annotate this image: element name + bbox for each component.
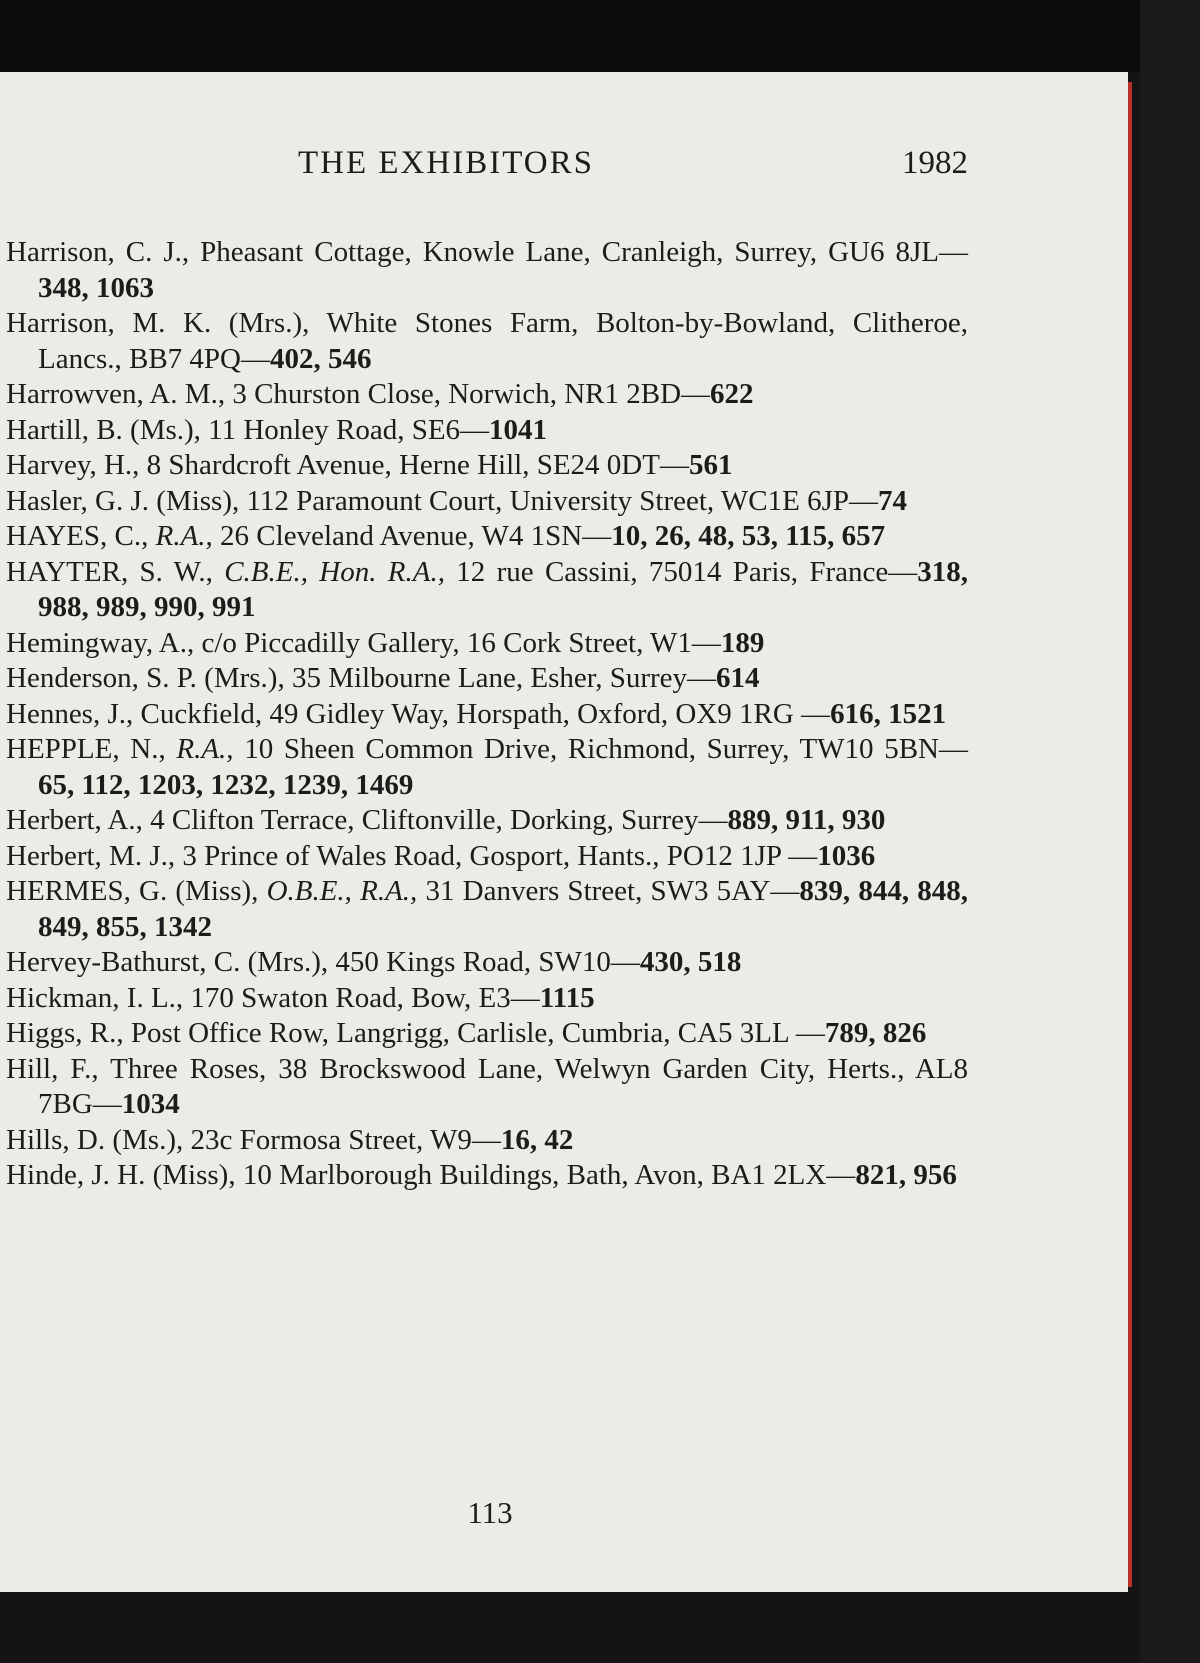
entry-catalogue-numbers: 1041 <box>489 413 548 446</box>
scan-background-right <box>1140 0 1200 1663</box>
entry-address: 10 Sheen Common Drive, Richmond, Surrey, TW10 5BN— <box>233 733 968 765</box>
entry-catalogue-numbers: 74 <box>878 484 907 517</box>
exhibitor-list <box>6 235 968 1194</box>
book-page <box>0 72 1128 1592</box>
entry-catalogue-numbers: 821, 956 <box>855 1159 957 1191</box>
entry-name-address: Henderson, S. P. (Mrs.), 35 Milbourne Lane, Esher, Surrey— <box>6 662 717 694</box>
entry-name-address: Hartill, B. (Ms.), 11 Honley Road, SE6— <box>6 413 490 446</box>
exhibitor-entry <box>6 1016 968 1052</box>
page-number: 113 <box>467 1495 513 1530</box>
entry-catalogue-numbers: 318, 988, 989, 990, 991 <box>38 555 968 623</box>
entry-name-address: Herbert, A., 4 Clifton Terrace, Cliftonville, Dorking, Surrey— <box>6 804 728 836</box>
entry-catalogue-numbers: 430, 518 <box>639 946 742 978</box>
exhibitor-entry <box>6 555 968 626</box>
exhibitor-entry <box>6 626 968 662</box>
header-year: 1982 <box>902 145 968 181</box>
exhibitor-entry <box>6 519 968 555</box>
exhibitor-entry <box>6 235 968 306</box>
entry-catalogue-numbers: 402, 546 <box>270 342 372 375</box>
entry-honours: R.A., <box>155 520 213 552</box>
entry-catalogue-numbers: 10, 26, 48, 53, 115, 657 <box>611 520 886 552</box>
exhibitor-entry <box>6 484 968 520</box>
entry-name-address: Hill, F., Three Roses, 38 Brockswood Lane, Welwyn Garden City, Herts., AL8 7BG— <box>6 1052 968 1120</box>
exhibitor-entry <box>6 413 968 449</box>
entry-name-address: Harrowven, A. M., 3 Churston Close, Norwich, NR1 2BD— <box>6 378 711 410</box>
entry-name-address: HAYTER, S. W., <box>6 555 225 588</box>
entry-name-address: Hinde, J. H. (Miss), 10 Marlborough Buildings, Bath, Avon, BA1 2LX— <box>6 1159 856 1191</box>
exhibitor-entry <box>6 803 968 839</box>
exhibitor-entry <box>6 981 968 1017</box>
page-edge <box>1128 82 1132 1587</box>
exhibitor-entry <box>6 697 968 733</box>
entry-name-address: Hervey-Bathurst, C. (Mrs.), 450 Kings Road, SW10— <box>6 946 640 978</box>
scan-background-top <box>0 0 1200 72</box>
exhibitor-entry <box>6 732 968 803</box>
entry-name-address: Hills, D. (Ms.), 23c Formosa Street, W9— <box>6 1123 501 1156</box>
exhibitor-entry <box>6 377 968 413</box>
entry-catalogue-numbers: 614 <box>716 662 760 694</box>
entry-name-address: Hemingway, A., c/o Piccadilly Gallery, 16 Cork Street, W1— <box>6 626 721 659</box>
entry-name-address: Herbert, M. J., 3 Prince of Wales Road, Gosport, Hants., PO12 1JP — <box>6 839 818 872</box>
entry-name-address: HERMES, G. (Miss), <box>6 875 267 907</box>
entry-catalogue-numbers: 1036 <box>817 839 876 872</box>
entry-catalogue-numbers: 1034 <box>121 1088 180 1120</box>
entry-address: 26 Cleveland Avenue, W4 1SN— <box>212 520 612 552</box>
entry-honours: R.A., <box>176 733 234 765</box>
running-header <box>0 145 968 185</box>
entry-catalogue-numbers: 616, 1521 <box>830 697 947 730</box>
entry-name-address: HEPPLE, N., <box>6 733 177 765</box>
entry-catalogue-numbers: 622 <box>710 378 754 410</box>
entry-honours: O.B.E., R.A., <box>266 875 418 907</box>
entry-name-address: Harrison, C. J., Pheasant Cottage, Knowle Lane, Cranleigh, Surrey, GU6 8JL— <box>6 236 968 268</box>
exhibitor-entry <box>6 874 968 945</box>
entry-catalogue-numbers: 561 <box>688 449 733 481</box>
exhibitor-entry <box>6 448 968 484</box>
exhibitor-entry <box>6 839 968 875</box>
entry-name-address: Hickman, I. L., 170 Swaton Road, Bow, E3— <box>6 981 540 1014</box>
entry-name-address: Harvey, H., 8 Shardcroft Avenue, Herne Hill, SE24 0DT— <box>6 449 689 481</box>
exhibitor-entry <box>6 1158 968 1194</box>
exhibitor-entry <box>6 945 968 981</box>
entry-catalogue-numbers: 348, 1063 <box>38 271 154 304</box>
entry-address: 12 rue Cassini, 75014 Paris, France— <box>444 555 918 588</box>
entry-catalogue-numbers: 16, 42 <box>500 1123 574 1156</box>
header-title: THE EXHIBITORS <box>298 145 594 181</box>
entry-name-address: Higgs, R., Post Office Row, Langrigg, Carlisle, Cumbria, CA5 3LL — <box>6 1017 825 1049</box>
entry-catalogue-numbers: 789, 826 <box>824 1017 927 1049</box>
entry-honours: C.B.E., Hon. R.A., <box>224 555 445 588</box>
entry-name-address: Hennes, J., Cuckfield, 49 Gidley Way, Horspath, Oxford, OX9 1RG — <box>6 697 831 730</box>
entry-catalogue-numbers: 65, 112, 1203, 1232, 1239, 1469 <box>38 768 414 801</box>
entry-name-address: Harrison, M. K. (Mrs.), White Stones Farm, Bolton-by-Bowland, Clitheroe, Lancs., BB7 4PQ— <box>6 307 968 375</box>
exhibitor-entry <box>6 306 968 377</box>
exhibitor-entry <box>6 1123 968 1159</box>
entry-catalogue-numbers: 189 <box>720 626 765 659</box>
entry-name-address: Hasler, G. J. (Miss), 112 Paramount Court, University Street, WC1E 6JP— <box>6 484 878 517</box>
entry-address: 31 Danvers Street, SW3 5AY— <box>417 875 800 907</box>
entry-catalogue-numbers: 839, 844, 848, 849, 855, 1342 <box>38 875 968 943</box>
exhibitor-entry <box>6 1052 968 1123</box>
entry-catalogue-numbers: 1115 <box>539 981 595 1014</box>
exhibitor-entry <box>6 661 968 697</box>
entry-name-address: HAYES, C., <box>6 520 156 552</box>
entry-catalogue-numbers: 889, 911, 930 <box>727 804 886 836</box>
